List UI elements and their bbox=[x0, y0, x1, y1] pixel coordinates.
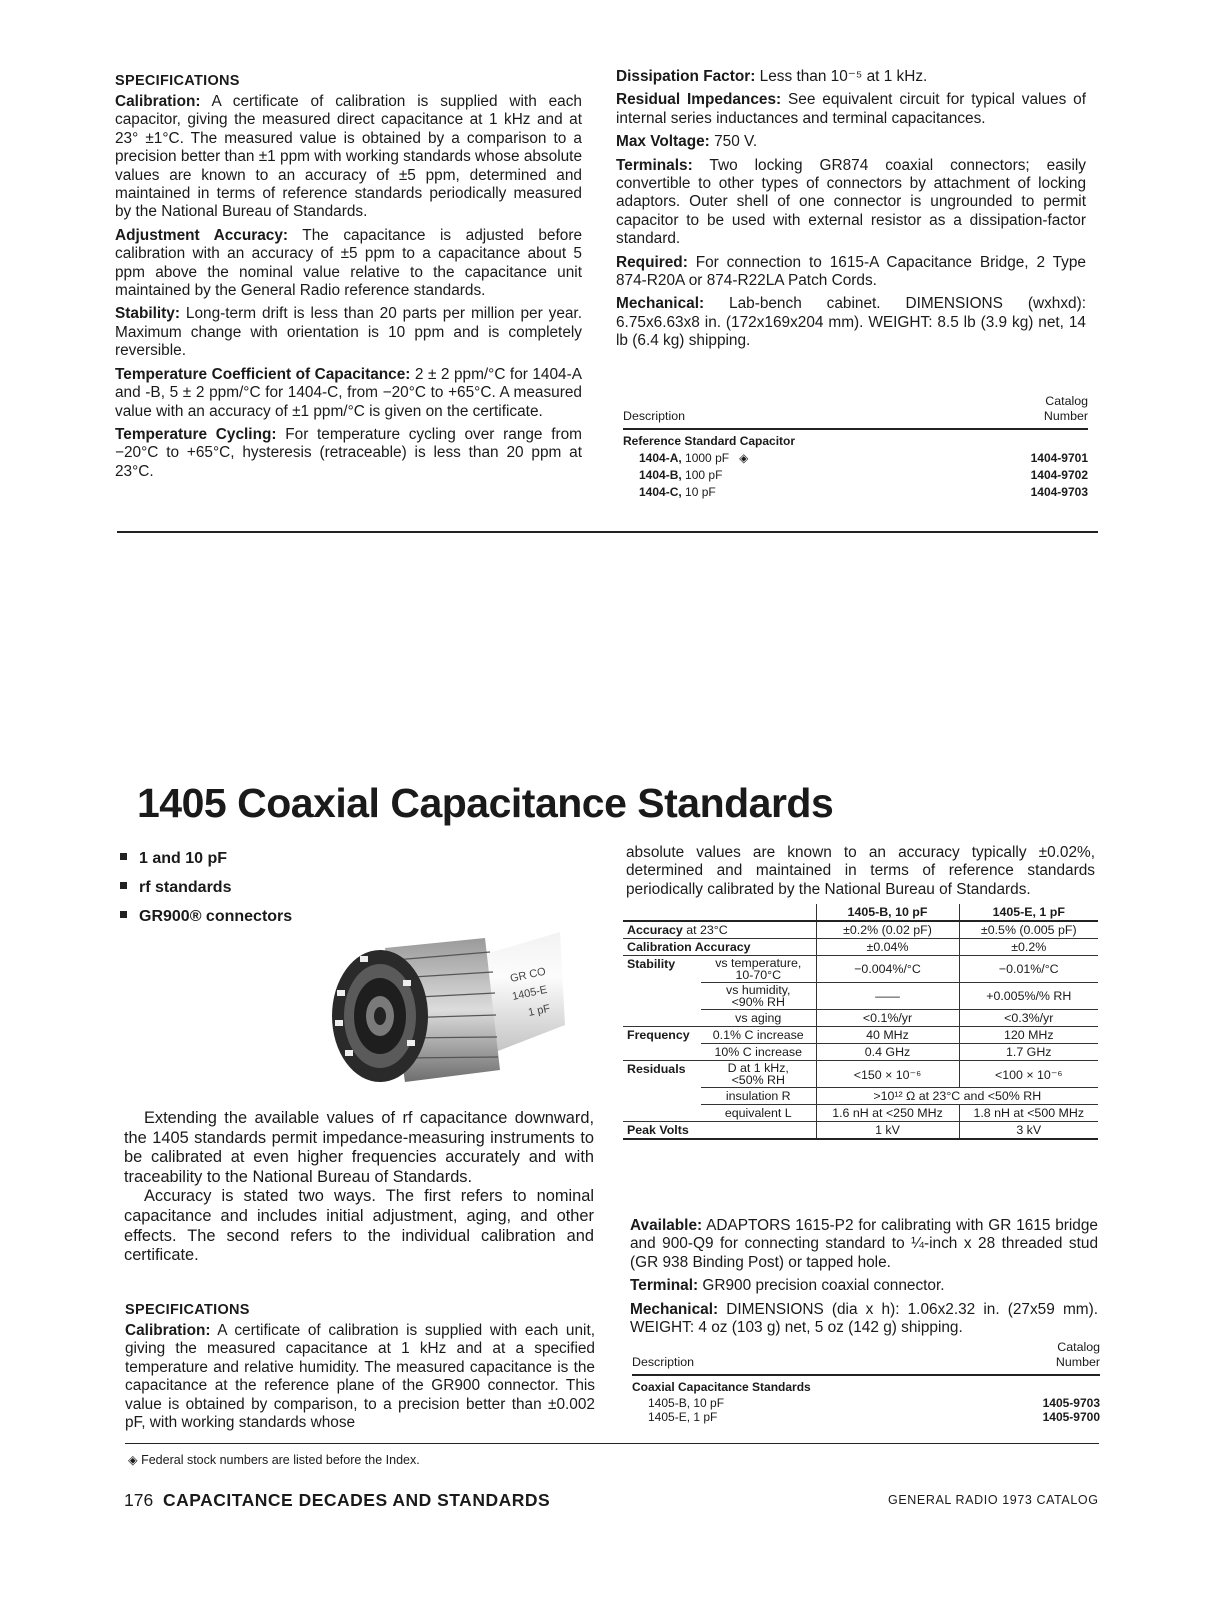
spec-dissipation-factor: Dissipation Factor: Less than 10⁻⁵ at 1 kHz. bbox=[616, 68, 928, 85]
catalog-header bbox=[632, 1340, 1100, 1370]
spec-calibration: Calibration: A certificate of calibration is supplied with each unit, giving the measured capacitance at 1 kHz and at a specified temperature and relative humidity. The measured capacitance is the capacitance at the reference plane of the GR900 connector. This value is obtained by comparison, to a precision better than ±0.002 pF, with working standards whose bbox=[125, 1322, 595, 1432]
table-row: equivalent L 1.6 nH at <250 MHz 1.8 nH at <500 MHz bbox=[623, 1105, 1098, 1122]
spec-terminal: Terminal: GR900 precision coaxial connector. bbox=[630, 1277, 945, 1295]
spec-temperature-cycling: Temperature Cycling: For temperature cycling over range from −20°C to +65°C, hysteresis (retraceable) is less than 20 ppm at 23°C. bbox=[115, 425, 582, 480]
table-row: Accuracy at 23°C ±0.2% (0.02 pF) ±0.5% (0.005 pF) bbox=[623, 921, 1098, 939]
photo-label: GR CO bbox=[509, 965, 547, 985]
catalog-row: 1405-B, 10 pF 1405-9703 bbox=[648, 1396, 1100, 1410]
catalog-header bbox=[623, 394, 1088, 424]
lower-left-specs bbox=[125, 1302, 595, 1437]
table-row: vs aging <0.1%/yr <0.3%/yr bbox=[623, 1010, 1098, 1027]
specifications-heading: SPECIFICATIONS bbox=[125, 1302, 250, 1318]
table-row: 1405-B, 10 pF 1405-E, 1 pF bbox=[623, 904, 1098, 921]
product-photo bbox=[315, 920, 575, 1095]
page-title: 1405 Coaxial Capacitance Standards bbox=[137, 780, 834, 826]
spec-table-grid bbox=[623, 904, 1098, 1140]
specifications-heading: SPECIFICATIONS bbox=[115, 73, 240, 89]
table-row: insulation R >10¹² Ω at 23°C and <50% RH bbox=[623, 1088, 1098, 1105]
top-catalog-table bbox=[623, 394, 1088, 501]
intro-text bbox=[124, 1109, 594, 1266]
bullet-square-icon bbox=[120, 882, 127, 889]
spec-table bbox=[623, 904, 1098, 1140]
spec-max-voltage: Max Voltage: 750 V. bbox=[616, 133, 758, 151]
description-header: Description bbox=[623, 409, 685, 423]
spec-required: Required: For connection to 1615-A Capacitance Bridge, 2 Type 874-R20A or 874-R22LA Patch Cords. bbox=[616, 253, 1086, 290]
catalog-row: 1404-A, 1000 pF ◈ 1404-9701 bbox=[639, 451, 1088, 465]
page-number: 176 bbox=[124, 1490, 154, 1510]
table-row: Stability vs temperature, 10-70°C −0.004%/°C −0.01%/°C bbox=[623, 956, 1098, 983]
spec-mechanical: Mechanical: Lab-bench cabinet. DIMENSIONS (wxhxd): 6.75x6.63x8 in. (172x169x204 mm). WEIGHT: 8.5 lb (3.9 kg) net, 14 lb (6.4 kg) shipping. bbox=[616, 295, 1086, 350]
spec-adjustment-accuracy: Adjustment Accuracy: The capacitance is adjusted before calibration with an accuracy of ±5 ppm to a capacitance about 5 ppm above the nominal value relative to the capacitance unit maintained by the General Radio reference standards. bbox=[115, 226, 583, 300]
catalog-group: Reference Standard Capacitor bbox=[623, 434, 796, 448]
table-row: vs humidity, <90% RH —— +0.005%/% RH bbox=[623, 983, 1098, 1010]
footer-section-title: CAPACITANCE DECADES AND STANDARDS bbox=[162, 1490, 551, 1510]
bullet-item: rf standards bbox=[120, 873, 292, 902]
table-row: 10% C increase 0.4 GHz 1.7 GHz bbox=[623, 1044, 1098, 1061]
spec-stability: Stability: Long-term drift is less than 20 parts per million per year. Maximum change with orientation is 10 ppm and is completely reversible. bbox=[115, 305, 582, 360]
catalog-number-header: Catalog Number bbox=[1043, 394, 1088, 423]
spec-residual-impedances: Residual Impedances: See equivalent circuit for typical values of internal series inductances and terminal capacitances. bbox=[616, 91, 1086, 127]
footer-divider bbox=[125, 1443, 1099, 1444]
catalog-rule bbox=[632, 1374, 1100, 1376]
catalog-row: 1405-E, 1 pF 1405-9700 bbox=[648, 1410, 1100, 1424]
catalog-row: 1404-B, 100 pF 1404-9702 bbox=[639, 468, 1088, 482]
page-footer-left bbox=[124, 1490, 550, 1511]
spec-calibration: Calibration: A certificate of calibration is supplied with each capacitor, giving the measured direct capacitance at 1 kHz and at 23° ±1°C. The measured value is obtained by a comparison to a precision better than ±1 ppm with working standards whose absolute values are known to an accuracy of ±5 ppm, determined and maintained in terms of reference standards periodically measured by the National Bureau of Standards. bbox=[115, 93, 583, 221]
spec-available: Available: ADAPTORS 1615-P2 for calibrating with GR 1615 bridge and 900-Q9 for connecting standard to ¼-inch x 28 threaded stud (GR 938 Binding Post) or tapped hole. bbox=[630, 1217, 1098, 1271]
bullet-square-icon bbox=[120, 911, 127, 918]
feature-bullets bbox=[120, 844, 292, 931]
spec-continuation: absolute values are known to an accuracy typically ±0.02%, determined and maintained in terms of reference standards periodically calibrated by the National Bureau of Standards. bbox=[626, 844, 1095, 898]
catalog-number-header: Catalog Number bbox=[1055, 1340, 1100, 1369]
intro-paragraph: Accuracy is stated two ways. The first refers to nominal capacitance and includes initial adjustment, aging, and other effects. The second refers to the individual calibration and certificate. bbox=[124, 1187, 594, 1265]
spec-mechanical: Mechanical: DIMENSIONS (dia x h): 1.06x2.32 in. (27x59 mm). WEIGHT: 4 oz (103 g) net, 5 oz (142 g) shipping. bbox=[630, 1300, 1098, 1337]
spec-temperature-coefficient: Temperature Coefficient of Capacitance: 2 ± 2 ppm/°C for 1404-A and -B, 5 ± 2 ppm/°C for 1404-C, from −20°C to +65°C. A measured value with an accuracy of ±1 ppm/°C is given on the certificate. bbox=[115, 365, 582, 420]
catalog-row: 1404-C, 10 pF 1404-9703 bbox=[639, 485, 1088, 499]
photo-label: 1 pF bbox=[527, 1002, 552, 1019]
intro-paragraph: Extending the available values of rf capacitance downward, the 1405 standards permit impedance-measuring instruments to be calibrated at even higher frequencies accurately and with traceability to the National Bureau of Standards. bbox=[124, 1109, 594, 1186]
section-divider bbox=[117, 531, 1098, 533]
bullet-item: 1 and 10 pF bbox=[120, 844, 292, 873]
top-left-column bbox=[115, 73, 582, 486]
catalog-group: Coaxial Capacitance Standards bbox=[632, 1380, 811, 1394]
table-row: Calibration Accuracy ±0.04% ±0.2% bbox=[623, 939, 1098, 956]
table-row: Residuals D at 1 kHz, <50% RH <150 × 10⁻⁶ <100 × 10⁻⁶ bbox=[623, 1061, 1098, 1088]
federal-stock-icon: ◈ bbox=[739, 451, 749, 465]
bullet-square-icon bbox=[120, 853, 127, 860]
top-right-column bbox=[616, 68, 1086, 356]
photo-label: 1405-E bbox=[511, 983, 549, 1003]
lower-catalog-table bbox=[632, 1340, 1100, 1424]
bullet-item: GR900® connectors bbox=[120, 902, 292, 931]
footnote: ◈ Federal stock numbers are listed before the Index. bbox=[128, 1453, 420, 1467]
catalog-rule bbox=[623, 428, 1088, 430]
description-header: Description bbox=[632, 1355, 694, 1369]
table-row: Frequency 0.1% C increase 40 MHz 120 MHz bbox=[623, 1027, 1098, 1044]
spec-terminals: Terminals: Two locking GR874 coaxial connectors; easily convertible to other types of connectors by attachment of locking adaptors. Outer shell of one connector is ungrounded to permit capacitor to be used with external resistor as a dissipation-factor standard. bbox=[616, 156, 1086, 248]
table-row: Peak Volts 1 kV 3 kV bbox=[623, 1122, 1098, 1140]
page-footer-right: GENERAL RADIO 1973 CATALOG bbox=[888, 1493, 1099, 1507]
lower-right-specs bbox=[630, 1217, 1098, 1342]
